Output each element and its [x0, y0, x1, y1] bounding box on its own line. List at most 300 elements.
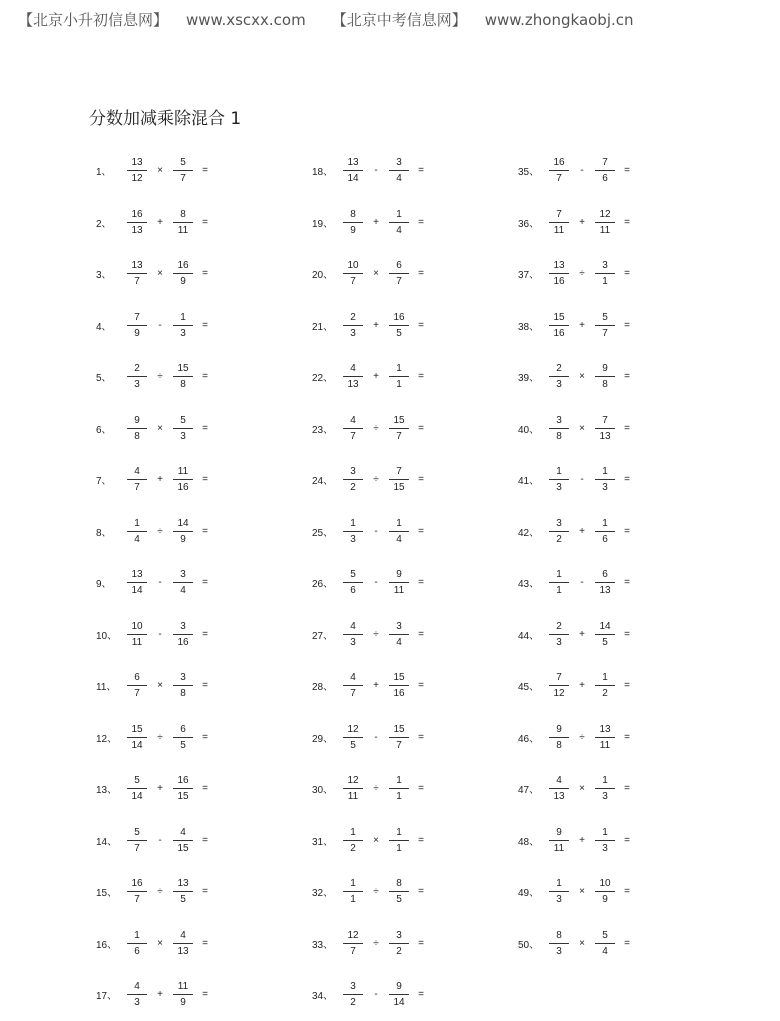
site1-name: 【北京小升初信息网】: [18, 11, 169, 29]
denominator: 7: [134, 894, 140, 906]
fraction-bar: [127, 428, 147, 429]
equals-sign: =: [624, 937, 630, 949]
equals-sign: =: [418, 783, 424, 795]
operator: -: [374, 577, 378, 589]
denominator: 3: [350, 636, 356, 648]
first-fraction: [126, 671, 148, 700]
problem-number: 33、: [312, 939, 334, 951]
numerator: 2: [134, 363, 140, 375]
problem-row: [96, 866, 216, 918]
problem-row: [96, 609, 216, 661]
numerator: 4: [556, 775, 562, 787]
denominator: 11: [599, 224, 611, 236]
problem-row: [518, 506, 638, 558]
problem-row: [312, 403, 432, 455]
numerator: 3: [350, 981, 356, 993]
operator: ÷: [373, 937, 379, 949]
numerator: 12: [347, 929, 359, 941]
fraction-bar: [127, 325, 147, 326]
problem-column-3: [518, 145, 638, 969]
denominator: 9: [134, 327, 140, 339]
problem-row: [312, 815, 432, 867]
denominator: 4: [396, 533, 402, 545]
equals-sign: =: [202, 783, 208, 795]
numerator: 3: [396, 157, 402, 169]
fraction-bar: [127, 840, 147, 841]
denominator: 7: [396, 430, 402, 442]
problem-row: [312, 506, 432, 558]
equals-sign: =: [624, 319, 630, 331]
first-fraction: [548, 929, 570, 958]
problem-number: 42、: [518, 527, 540, 539]
problem-number: 34、: [312, 991, 334, 1003]
problem-number: 21、: [312, 321, 334, 333]
second-fraction: [388, 826, 410, 855]
equals-sign: =: [624, 628, 630, 640]
equals-sign: =: [202, 886, 208, 898]
denominator: 7: [350, 945, 356, 957]
operator: -: [158, 577, 162, 589]
operator: +: [373, 371, 379, 383]
second-fraction: [594, 620, 616, 649]
site2-name: 【北京中考信息网】: [331, 11, 467, 29]
denominator: 1: [396, 379, 402, 391]
denominator: 8: [180, 379, 186, 391]
equals-sign: =: [418, 422, 424, 434]
problem-row: [96, 351, 216, 403]
first-fraction: [342, 620, 364, 649]
first-fraction: [126, 156, 148, 185]
operator: ÷: [373, 886, 379, 898]
fraction-bar: [595, 634, 615, 635]
denominator: 15: [177, 791, 189, 803]
problem-number: 17、: [96, 991, 118, 1003]
fraction-bar: [173, 273, 193, 274]
equals-sign: =: [418, 834, 424, 846]
denominator: 11: [131, 636, 143, 648]
numerator: 8: [396, 878, 402, 890]
denominator: 5: [396, 894, 402, 906]
fraction-bar: [173, 582, 193, 583]
denominator: 3: [556, 482, 562, 494]
first-fraction: [342, 877, 364, 906]
numerator: 4: [350, 363, 356, 375]
fraction-bar: [343, 788, 363, 789]
numerator: 2: [350, 311, 356, 323]
numerator: 13: [553, 260, 565, 272]
numerator: 1: [602, 826, 608, 838]
operator: +: [373, 680, 379, 692]
second-fraction: [594, 311, 616, 340]
problem-row: [96, 763, 216, 815]
operator: -: [374, 525, 378, 537]
problem-row: [96, 248, 216, 300]
denominator: 9: [180, 997, 186, 1009]
problem-row: [518, 866, 638, 918]
problem-number: 47、: [518, 785, 540, 797]
operator: ÷: [373, 628, 379, 640]
denominator: 3: [134, 379, 140, 391]
problem-column-1: [96, 145, 216, 1021]
problem-row: [312, 145, 432, 197]
equals-sign: =: [624, 422, 630, 434]
operator: ×: [579, 371, 585, 383]
denominator: 2: [602, 688, 608, 700]
operator: ×: [157, 268, 163, 280]
site2-url-link[interactable]: www.zhongkaobj.cn: [484, 11, 634, 29]
denominator: 14: [131, 585, 143, 597]
fraction-bar: [127, 376, 147, 377]
equals-sign: =: [418, 886, 424, 898]
problem-row: [312, 660, 432, 712]
equals-sign: =: [202, 371, 208, 383]
second-fraction: [388, 259, 410, 288]
problem-number: 9、: [96, 579, 112, 591]
operator: ×: [373, 834, 379, 846]
fraction-bar: [343, 376, 363, 377]
numerator: 5: [602, 929, 608, 941]
problem-number: 46、: [518, 733, 540, 745]
second-fraction: [594, 517, 616, 546]
fraction-bar: [389, 376, 409, 377]
numerator: 3: [350, 466, 356, 478]
problem-number: 24、: [312, 476, 334, 488]
problem-row: [312, 969, 432, 1021]
first-fraction: [126, 980, 148, 1009]
problem-number: 2、: [96, 218, 112, 230]
worksheet-title: 分数加减乘除混合 1: [89, 109, 242, 129]
denominator: 14: [393, 997, 405, 1009]
second-fraction: [388, 517, 410, 546]
second-fraction: [172, 362, 194, 391]
denominator: 2: [396, 945, 402, 957]
second-fraction: [172, 877, 194, 906]
denominator: 15: [393, 482, 405, 494]
site1-url-link[interactable]: www.xscxx.com: [186, 11, 306, 29]
problem-row: [518, 712, 638, 764]
denominator: 4: [180, 585, 186, 597]
second-fraction: [594, 774, 616, 803]
first-fraction: [126, 362, 148, 391]
problem-row: [312, 197, 432, 249]
first-fraction: [126, 774, 148, 803]
fraction-bar: [343, 325, 363, 326]
numerator: 10: [131, 620, 143, 632]
fraction-bar: [549, 170, 569, 171]
fraction-bar: [389, 531, 409, 532]
equals-sign: =: [418, 577, 424, 589]
fraction-bar: [127, 943, 147, 944]
operator: ÷: [373, 783, 379, 795]
second-fraction: [594, 414, 616, 443]
problem-number: 13、: [96, 785, 118, 797]
problem-number: 48、: [518, 836, 540, 848]
numerator: 5: [180, 157, 186, 169]
operator: ÷: [373, 422, 379, 434]
second-fraction: [594, 568, 616, 597]
second-fraction: [594, 208, 616, 237]
numerator: 1: [556, 466, 562, 478]
equals-sign: =: [202, 216, 208, 228]
problem-row: [96, 712, 216, 764]
numerator: 4: [134, 981, 140, 993]
denominator: 3: [602, 482, 608, 494]
first-fraction: [548, 156, 570, 185]
denominator: 6: [350, 585, 356, 597]
denominator: 7: [602, 327, 608, 339]
numerator: 7: [602, 157, 608, 169]
equals-sign: =: [418, 989, 424, 1001]
first-fraction: [342, 311, 364, 340]
denominator: 8: [556, 739, 562, 751]
fraction-bar: [343, 479, 363, 480]
operator: +: [579, 628, 585, 640]
numerator: 16: [177, 260, 189, 272]
second-fraction: [388, 568, 410, 597]
denominator: 9: [602, 894, 608, 906]
fraction-bar: [595, 222, 615, 223]
numerator: 1: [180, 311, 186, 323]
operator: +: [373, 216, 379, 228]
operator: -: [580, 165, 584, 177]
numerator: 3: [396, 620, 402, 632]
fraction-bar: [343, 994, 363, 995]
second-fraction: [388, 620, 410, 649]
denominator: 6: [134, 945, 140, 957]
first-fraction: [126, 877, 148, 906]
numerator: 10: [347, 260, 359, 272]
fraction-bar: [127, 582, 147, 583]
denominator: 4: [602, 945, 608, 957]
operator: ×: [157, 937, 163, 949]
numerator: 15: [553, 311, 565, 323]
numerator: 15: [177, 363, 189, 375]
equals-sign: =: [418, 731, 424, 743]
first-fraction: [342, 517, 364, 546]
numerator: 9: [396, 981, 402, 993]
problem-row: [312, 300, 432, 352]
numerator: 5: [602, 311, 608, 323]
problem-row: [518, 660, 638, 712]
fraction-bar: [389, 994, 409, 995]
fraction-bar: [173, 737, 193, 738]
fraction-bar: [127, 634, 147, 635]
numerator: 12: [347, 775, 359, 787]
fraction-bar: [343, 840, 363, 841]
numerator: 13: [131, 157, 143, 169]
problem-number: 22、: [312, 373, 334, 385]
denominator: 5: [180, 894, 186, 906]
equals-sign: =: [418, 268, 424, 280]
fraction-bar: [549, 685, 569, 686]
denominator: 7: [134, 276, 140, 288]
fraction-bar: [127, 737, 147, 738]
problem-number: 45、: [518, 682, 540, 694]
first-fraction: [548, 568, 570, 597]
numerator: 3: [180, 620, 186, 632]
denominator: 4: [396, 224, 402, 236]
problem-row: [518, 557, 638, 609]
first-fraction: [342, 774, 364, 803]
second-fraction: [388, 929, 410, 958]
denominator: 9: [350, 224, 356, 236]
first-fraction: [342, 259, 364, 288]
fraction-bar: [595, 788, 615, 789]
problem-number: 44、: [518, 630, 540, 642]
denominator: 11: [177, 224, 189, 236]
operator: -: [580, 577, 584, 589]
problem-number: 1、: [96, 167, 112, 179]
problem-row: [518, 609, 638, 661]
denominator: 7: [556, 173, 562, 185]
equals-sign: =: [624, 216, 630, 228]
operator: +: [157, 783, 163, 795]
problem-row: [312, 248, 432, 300]
equals-sign: =: [624, 165, 630, 177]
problem-number: 25、: [312, 527, 334, 539]
second-fraction: [172, 517, 194, 546]
second-fraction: [388, 208, 410, 237]
numerator: 7: [134, 311, 140, 323]
problem-row: [518, 815, 638, 867]
numerator: 7: [602, 414, 608, 426]
denominator: 12: [131, 173, 143, 185]
equals-sign: =: [202, 422, 208, 434]
problem-number: 38、: [518, 321, 540, 333]
fraction-bar: [343, 634, 363, 635]
fraction-bar: [549, 891, 569, 892]
numerator: 6: [396, 260, 402, 272]
numerator: 13: [599, 723, 611, 735]
equals-sign: =: [624, 834, 630, 846]
operator: -: [374, 989, 378, 1001]
denominator: 9: [180, 533, 186, 545]
fraction-bar: [595, 840, 615, 841]
problem-number: 6、: [96, 424, 112, 436]
numerator: 9: [396, 569, 402, 581]
problem-number: 50、: [518, 939, 540, 951]
problem-row: [312, 557, 432, 609]
fraction-bar: [595, 582, 615, 583]
problem-number: 26、: [312, 579, 334, 591]
problem-number: 37、: [518, 270, 540, 282]
first-fraction: [548, 517, 570, 546]
second-fraction: [172, 311, 194, 340]
problem-number: 7、: [96, 476, 112, 488]
first-fraction: [342, 929, 364, 958]
denominator: 13: [177, 945, 189, 957]
second-fraction: [388, 723, 410, 752]
fraction-bar: [595, 376, 615, 377]
denominator: 7: [350, 430, 356, 442]
operator: ×: [373, 268, 379, 280]
problem-row: [518, 918, 638, 970]
denominator: 14: [131, 739, 143, 751]
operator: +: [579, 216, 585, 228]
numerator: 7: [556, 208, 562, 220]
fraction-bar: [595, 943, 615, 944]
numerator: 16: [553, 157, 565, 169]
denominator: 16: [177, 636, 189, 648]
fraction-bar: [389, 634, 409, 635]
denominator: 15: [177, 842, 189, 854]
problem-row: [518, 197, 638, 249]
fraction-bar: [343, 222, 363, 223]
denominator: 8: [134, 430, 140, 442]
second-fraction: [594, 826, 616, 855]
fraction-bar: [127, 479, 147, 480]
numerator: 1: [602, 517, 608, 529]
operator: ×: [579, 783, 585, 795]
problem-row: [518, 454, 638, 506]
problem-number: 35、: [518, 167, 540, 179]
fraction-bar: [343, 943, 363, 944]
fraction-bar: [389, 840, 409, 841]
denominator: 11: [599, 739, 611, 751]
fraction-bar: [549, 222, 569, 223]
second-fraction: [388, 465, 410, 494]
first-fraction: [548, 774, 570, 803]
problem-number: 43、: [518, 579, 540, 591]
problem-row: [518, 403, 638, 455]
numerator: 1: [556, 878, 562, 890]
page-header: [18, 9, 634, 30]
operator: +: [579, 834, 585, 846]
numerator: 5: [134, 775, 140, 787]
first-fraction: [342, 980, 364, 1009]
numerator: 9: [556, 723, 562, 735]
denominator: 3: [556, 894, 562, 906]
equals-sign: =: [624, 783, 630, 795]
second-fraction: [172, 723, 194, 752]
first-fraction: [548, 414, 570, 443]
fraction-bar: [389, 891, 409, 892]
fraction-bar: [549, 376, 569, 377]
fraction-bar: [549, 531, 569, 532]
denominator: 7: [350, 688, 356, 700]
numerator: 13: [347, 157, 359, 169]
denominator: 2: [350, 842, 356, 854]
problem-number: 32、: [312, 888, 334, 900]
problem-number: 30、: [312, 785, 334, 797]
denominator: 13: [599, 585, 611, 597]
denominator: 13: [347, 379, 359, 391]
first-fraction: [548, 877, 570, 906]
numerator: 11: [177, 466, 189, 478]
fraction-bar: [173, 222, 193, 223]
numerator: 5: [350, 569, 356, 581]
first-fraction: [548, 208, 570, 237]
fraction-bar: [549, 943, 569, 944]
second-fraction: [594, 362, 616, 391]
numerator: 15: [393, 414, 405, 426]
problem-row: [96, 557, 216, 609]
fraction-bar: [127, 788, 147, 789]
first-fraction: [342, 826, 364, 855]
equals-sign: =: [202, 937, 208, 949]
denominator: 3: [602, 791, 608, 803]
equals-sign: =: [418, 216, 424, 228]
numerator: 6: [180, 723, 186, 735]
numerator: 15: [131, 723, 143, 735]
problem-number: 31、: [312, 836, 334, 848]
numerator: 12: [347, 723, 359, 735]
denominator: 3: [180, 327, 186, 339]
problem-number: 41、: [518, 476, 540, 488]
denominator: 5: [350, 739, 356, 751]
numerator: 14: [177, 517, 189, 529]
second-fraction: [388, 156, 410, 185]
